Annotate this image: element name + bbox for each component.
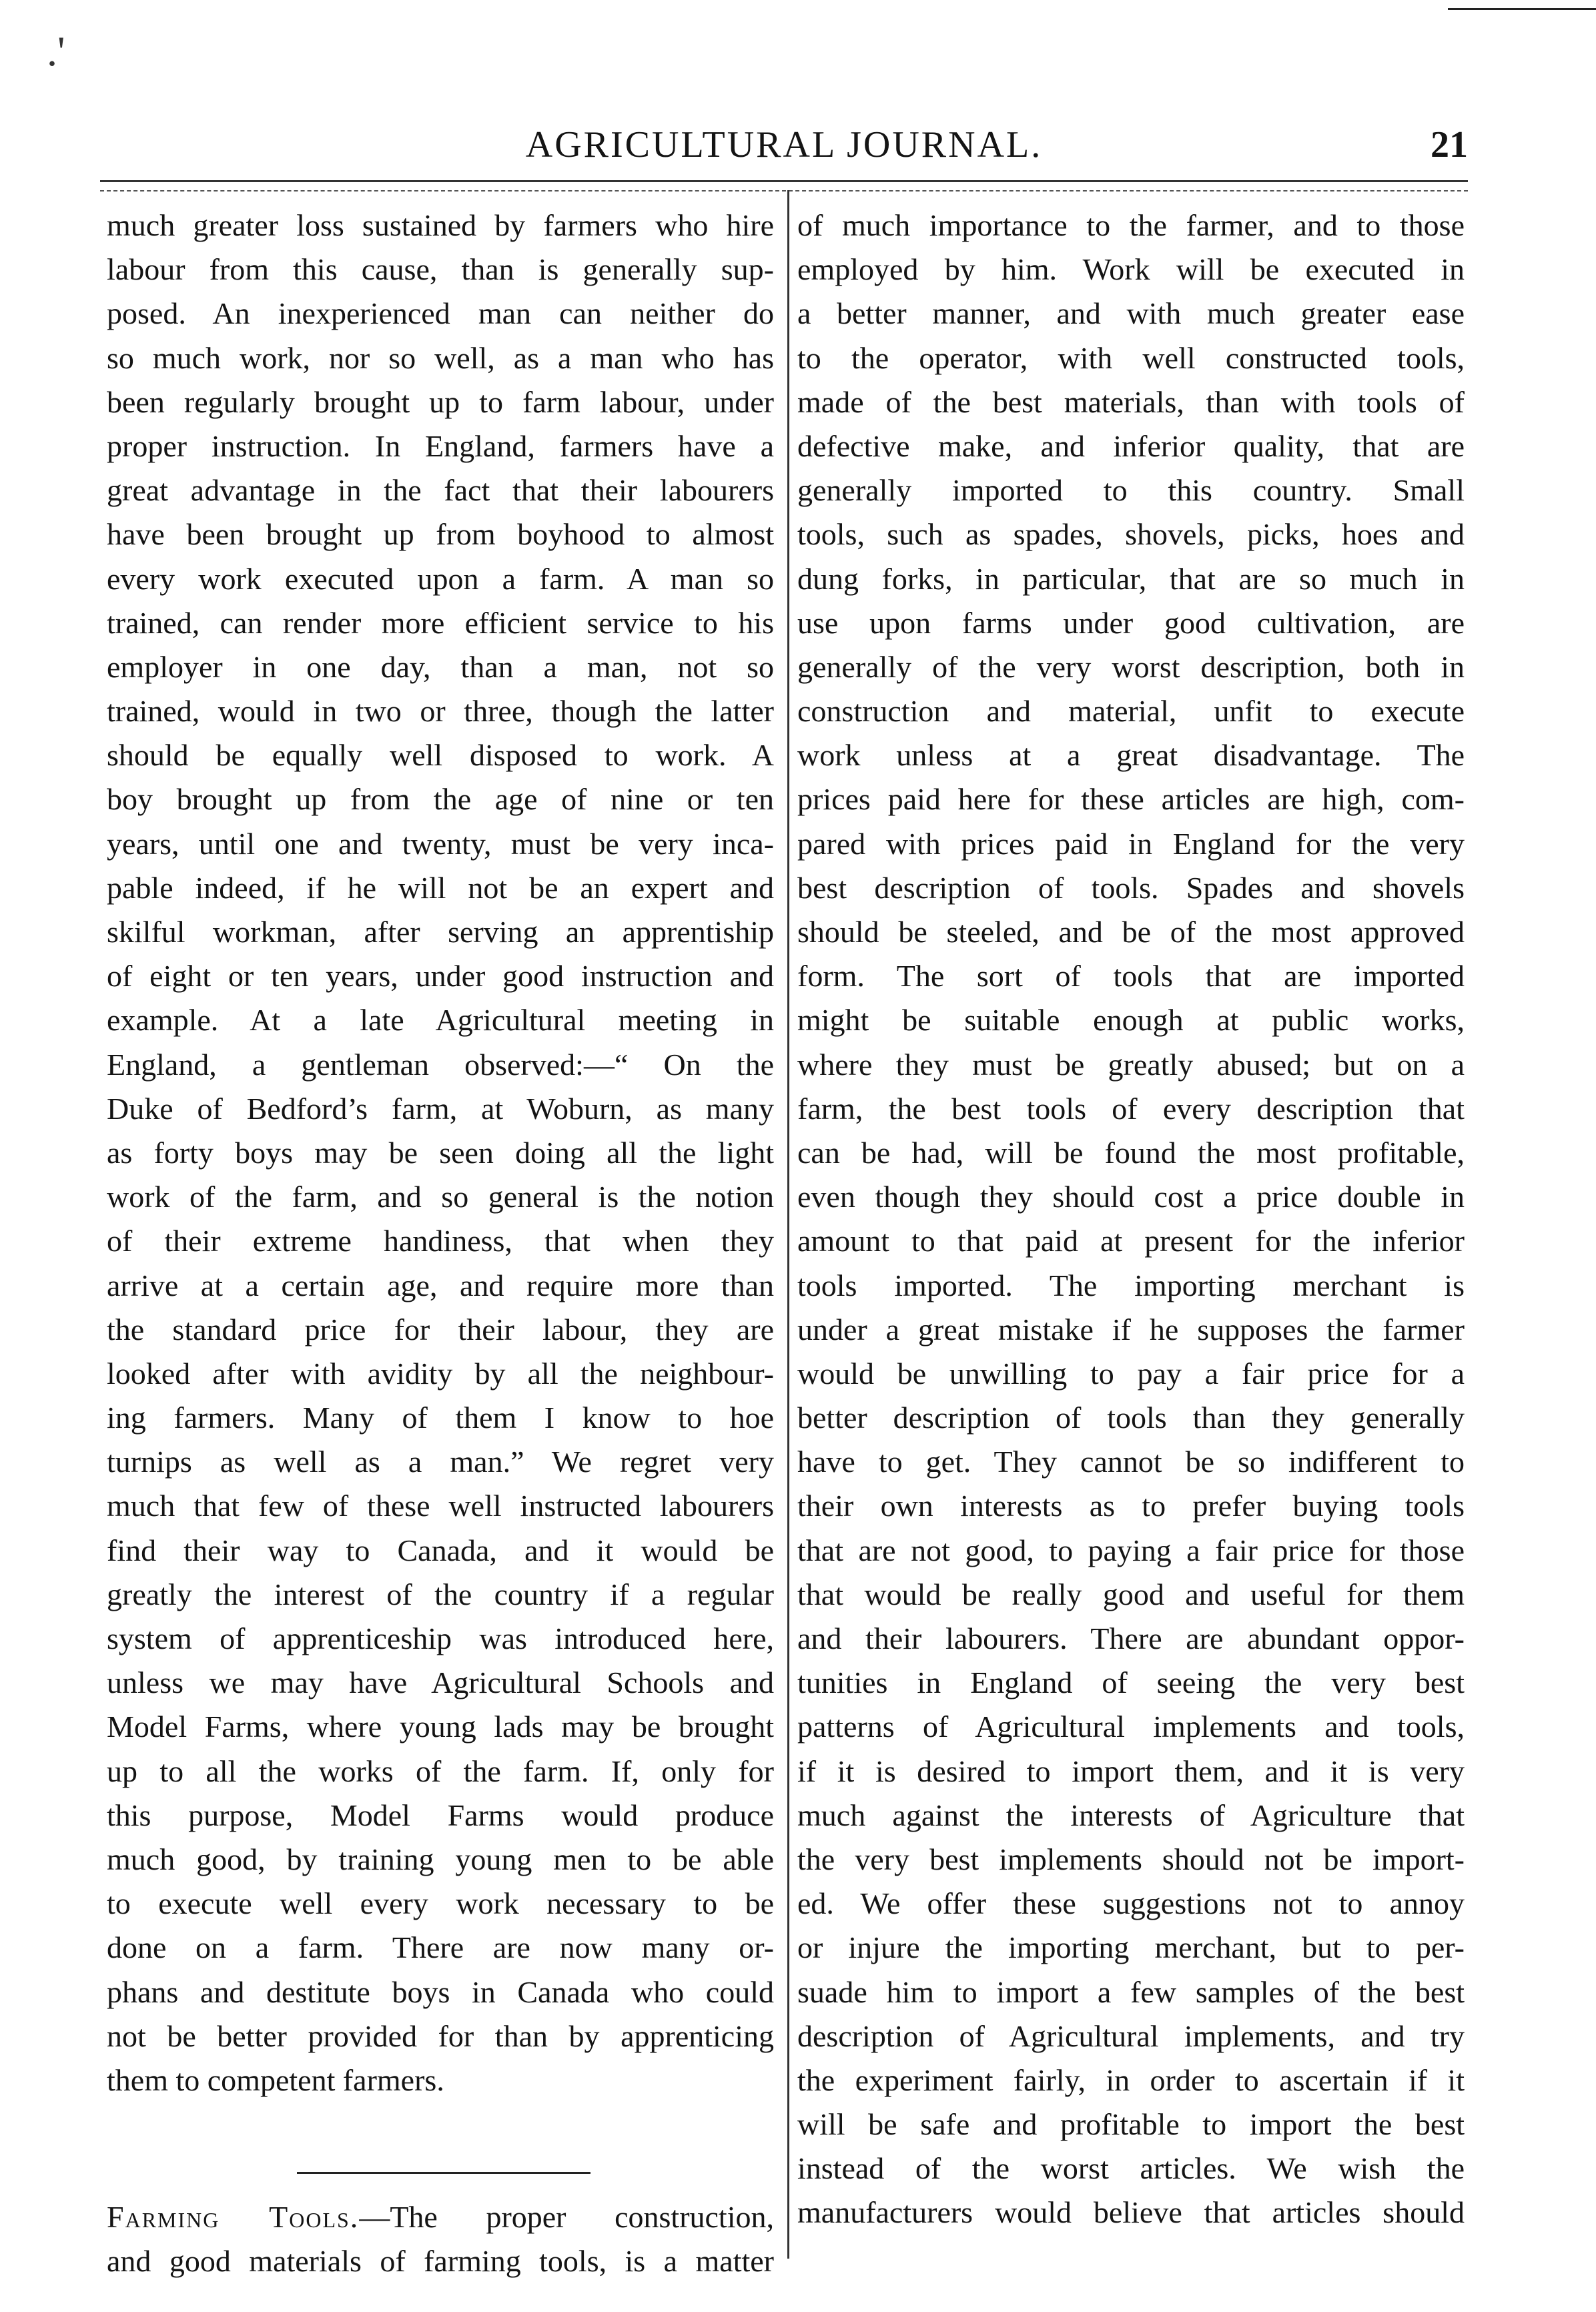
- left-column-line: looked after with avidity by all the neighbour-: [107, 1356, 774, 1391]
- right-column-line: tunities in England of seeing the very best: [797, 1665, 1465, 1700]
- right-column-line: to the operator, with well constructed tools,: [797, 340, 1465, 375]
- left-column-line: proper instruction. In England, farmers have a: [107, 428, 774, 463]
- right-column-line: work unless at a great disadvantage. The: [797, 738, 1465, 773]
- left-column-line: turnips as well as a man.” We regret very: [107, 1445, 774, 1479]
- left-column-line: unless we may have Agricultural Schools and: [107, 1665, 774, 1700]
- left-column-line: of eight or ten years, under good instruction and: [107, 959, 774, 994]
- running-head: [100, 123, 1468, 177]
- left-column-line: of their extreme handiness, that when they: [107, 1224, 774, 1258]
- left-column-line: Model Farms, where young lads may be brought: [107, 1709, 774, 1744]
- left-column-line: England, a gentleman observed:—“ On the: [107, 1047, 774, 1082]
- left-column-line: skilful workman, after serving an apprentiship: [107, 915, 774, 949]
- left-column-line: done on a farm. There are now many or-: [107, 1930, 774, 1965]
- journal-title: AGRICULTURAL JOURNAL.: [525, 124, 1043, 165]
- right-column-line: manufacturers would believe that articles should: [797, 2195, 1465, 2230]
- left-column-line: the standard price for their labour, they are: [107, 1312, 774, 1346]
- right-column-line: prices paid here for these articles are high, com-: [797, 782, 1465, 817]
- right-column-line: generally of the very worst description, both in: [797, 649, 1465, 684]
- left-column-line: trained, can render more efficient service to his: [107, 605, 774, 640]
- left-column-line: every work executed upon a farm. A man so: [107, 561, 774, 596]
- right-column-line: even though they should cost a price double in: [797, 1180, 1465, 1214]
- right-column-line: use upon farms under good cultivation, are: [797, 605, 1465, 640]
- right-column-line: will be safe and profitable to import the best: [797, 2107, 1465, 2142]
- section-body-line: and good materials of farming tools, is a matter: [107, 2244, 774, 2278]
- right-column-line: where they must be greatly abused; but on a: [797, 1047, 1465, 1082]
- left-column-line: example. At a late Agricultural meeting in: [107, 1003, 774, 1038]
- right-column-line: might be suitable enough at public works,: [797, 1003, 1465, 1038]
- right-column-line: should be steeled, and be of the most approved: [797, 915, 1465, 949]
- right-column-line: have to get. They cannot be so indifferent to: [797, 1445, 1465, 1479]
- section-heading-continuation: —The proper construction,: [359, 2200, 774, 2234]
- right-column-line: pared with prices paid in England for the very: [797, 826, 1465, 861]
- left-column-line: employer in one day, than a man, not so: [107, 649, 774, 684]
- right-column-line: generally imported to this country. Small: [797, 473, 1465, 508]
- right-column-line: much against the interests of Agriculture that: [797, 1798, 1465, 1832]
- left-column-line: find their way to Canada, and it would be: [107, 1533, 774, 1567]
- left-column-line: ing farmers. Many of them I know to hoe: [107, 1401, 774, 1435]
- right-column-line: tools, such as spades, shovels, picks, hoes and: [797, 517, 1465, 552]
- right-column-line: of much importance to the farmer, and to those: [797, 208, 1465, 242]
- right-column-line: instead of the worst articles. We wish the: [797, 2151, 1465, 2186]
- section-heading: Farming Tools.: [107, 2200, 360, 2234]
- right-column-line: if it is desired to import them, and it is very: [797, 1754, 1465, 1788]
- right-column-line: the very best implements should not be import-: [797, 1842, 1465, 1876]
- left-column-line: much good, by training young men to be able: [107, 1842, 774, 1876]
- right-column-line: or injure the importing merchant, but to per-: [797, 1930, 1465, 1965]
- left-column-line: Duke of Bedford’s farm, at Woburn, as many: [107, 1091, 774, 1126]
- right-column-line: a better manner, and with much greater ease: [797, 296, 1465, 331]
- left-column-line: great advantage in the fact that their labourers: [107, 473, 774, 508]
- right-column-line: that are not good, to paying a fair price for those: [797, 1533, 1465, 1567]
- right-column-line: best description of tools. Spades and shovels: [797, 870, 1465, 905]
- left-column-line: up to all the works of the farm. If, only for: [107, 1754, 774, 1788]
- section-heading-line: [107, 2195, 774, 2239]
- right-column-line: their own interests as to prefer buying tools: [797, 1489, 1465, 1523]
- right-column: [797, 204, 1465, 2235]
- left-column-line: have been brought up from boyhood to almost: [107, 517, 774, 552]
- right-column-line: amount to that paid at present for the inferior: [797, 1224, 1465, 1258]
- left-column-line: trained, would in two or three, though the latter: [107, 694, 774, 729]
- right-column-line: defective make, and inferior quality, that are: [797, 428, 1465, 463]
- right-column-line: description of Agricultural implements, and try: [797, 2018, 1465, 2053]
- right-column-line: made of the best materials, than with tools of: [797, 384, 1465, 419]
- top-corner-rule: [1448, 8, 1596, 10]
- right-column-line: employed by him. Work will be executed in: [797, 252, 1465, 287]
- left-column-line: arrive at a certain age, and require more than: [107, 1268, 774, 1302]
- section-separator-rule: [297, 2172, 590, 2174]
- left-column-line: system of apprenticeship was introduced here,: [107, 1621, 774, 1655]
- right-column-line: ed. We offer these suggestions not to annoy: [797, 1886, 1465, 1921]
- right-column-line: would be unwilling to pay a fair price for a: [797, 1356, 1465, 1391]
- left-column-line: them to competent farmers.: [107, 2062, 444, 2097]
- header-rule-dashed: [100, 190, 1468, 191]
- page-number: 21: [1431, 124, 1468, 165]
- right-column-line: construction and material, unfit to execute: [797, 694, 1465, 729]
- left-column-line: labour from this cause, than is generally sup-: [107, 252, 774, 287]
- left-column-line: should be equally well disposed to work. A: [107, 738, 774, 773]
- left-column-line: work of the farm, and so general is the notion: [107, 1180, 774, 1214]
- right-column-line: that would be really good and useful for them: [797, 1577, 1465, 1611]
- right-column-line: tools imported. The importing merchant is: [797, 1268, 1465, 1302]
- right-column-line: the experiment fairly, in order to ascertain if it: [797, 2062, 1465, 2097]
- right-column-line: form. The sort of tools that are imported: [797, 959, 1465, 994]
- right-column-line: dung forks, in particular, that are so much in: [797, 561, 1465, 596]
- left-column-line: phans and destitute boys in Canada who could: [107, 1974, 774, 2009]
- header-rule: [100, 180, 1468, 182]
- right-column-line: suade him to import a few samples of the best: [797, 1974, 1465, 2009]
- right-column-line: better description of tools than they generally: [797, 1401, 1465, 1435]
- left-column-line: not be better provided for than by apprenticing: [107, 2018, 774, 2053]
- left-column-line: been regularly brought up to farm labour, under: [107, 384, 774, 419]
- left-column-line: boy brought up from the age of nine or ten: [107, 782, 774, 817]
- left-column-line: so much work, nor so well, as a man who has: [107, 340, 774, 375]
- margin-mark: .': [47, 27, 65, 75]
- left-column: [107, 204, 774, 2102]
- column-divider: [787, 190, 789, 2259]
- left-column-line: much greater loss sustained by farmers who hire: [107, 208, 774, 242]
- left-column-line: much that few of these well instructed labourers: [107, 1489, 774, 1523]
- left-column-line: this purpose, Model Farms would produce: [107, 1798, 774, 1832]
- left-column-line: greatly the interest of the country if a regular: [107, 1577, 774, 1611]
- right-column-line: patterns of Agricultural implements and tools,: [797, 1709, 1465, 1744]
- right-column-line: farm, the best tools of every description that: [797, 1091, 1465, 1126]
- right-column-line: and their labourers. There are abundant oppor-: [797, 1621, 1465, 1655]
- left-column-line: to execute well every work necessary to be: [107, 1886, 774, 1921]
- left-column-line: posed. An inexperienced man can neither do: [107, 296, 774, 331]
- right-column-line: can be had, will be found the most profitable,: [797, 1135, 1465, 1170]
- left-column-line: as forty boys may be seen doing all the light: [107, 1135, 774, 1170]
- left-column-line: pable indeed, if he will not be an expert and: [107, 870, 774, 905]
- left-column-line: years, until one and twenty, must be very inca-: [107, 826, 774, 861]
- right-column-line: under a great mistake if he supposes the farmer: [797, 1312, 1465, 1346]
